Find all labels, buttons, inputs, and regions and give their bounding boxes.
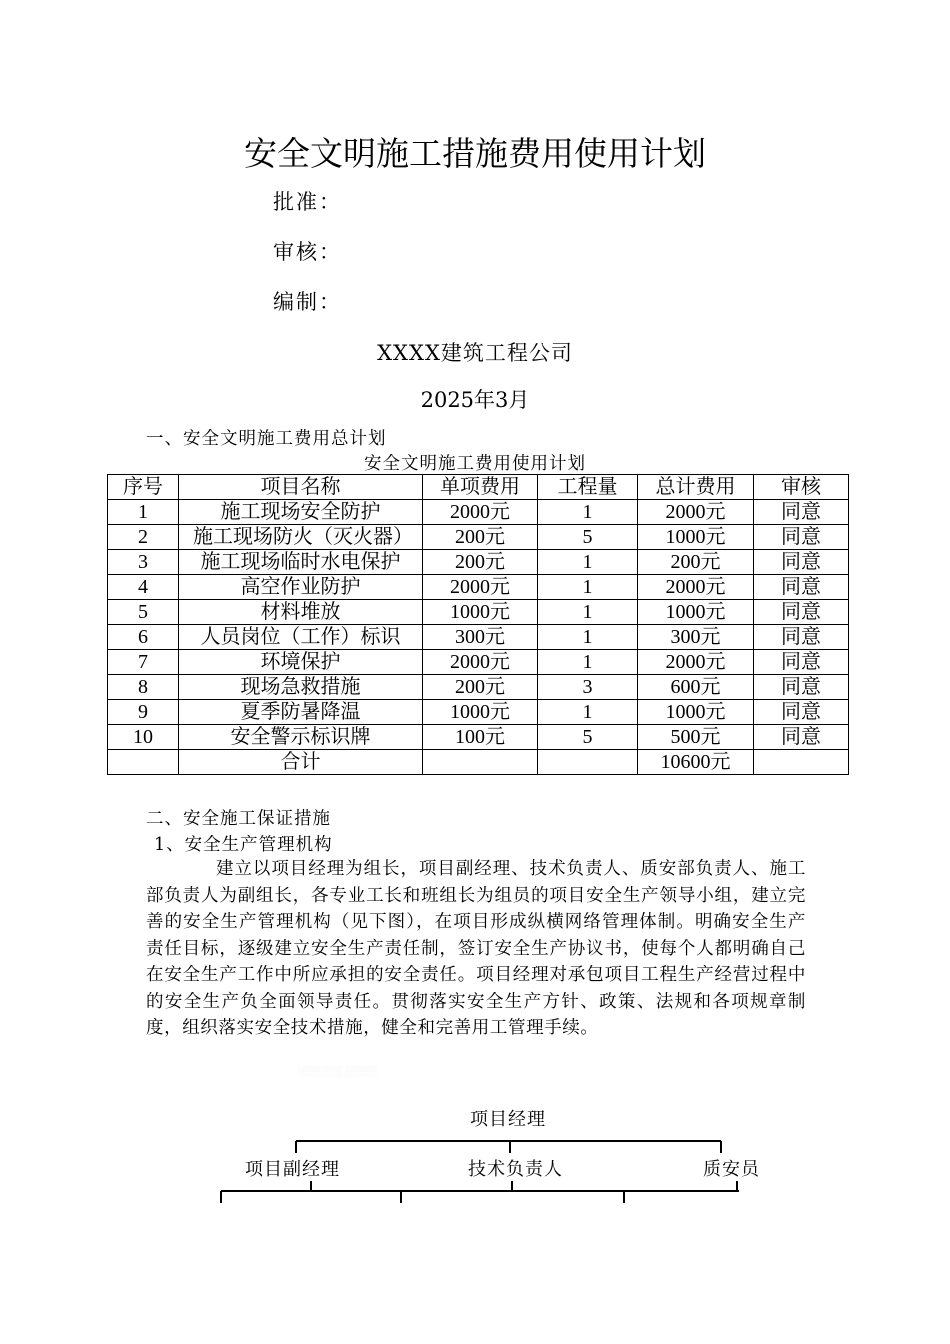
approve-line: 批准：: [273, 190, 342, 214]
cell-total-cost: 200元: [638, 550, 754, 575]
cell-total-cost: 1000元: [638, 600, 754, 625]
cell-quantity: 3: [538, 675, 638, 700]
section-2-paragraph: 建立以项目经理为组长，项目副经理、技术负责人、质安部负责人、施工部负责人为副组长，各专业工长和班组长为组员的项目安全生产领导小组，建立完善的安全生产管理机构（见下图），在项目形成纵横网络管理体制。明确安全生产责任目标，逐级建立安全生产责任制，签订安全生产协议书，使每个人都明确自己在安全生产工作中所应承担的安全责任。项目经理对承包项目工程生产经营过程中的安全生产负全面领导责任。贯彻落实安全生产方针、政策、法规和各项规章制度，组织落实安全技术措施，健全和完善用工管理手续。: [146, 859, 806, 1038]
cell-quantity: 1: [538, 625, 638, 650]
cell-review: 同意: [754, 500, 849, 525]
cell-item: 材料堆放: [179, 600, 423, 625]
col-header-index: 序号: [108, 475, 179, 500]
col-header-total-cost: 总计费用: [638, 475, 754, 500]
cell-review: 同意: [754, 575, 849, 600]
cell-quantity: 5: [538, 725, 638, 750]
cell-unit-cost: 1000元: [423, 700, 538, 725]
cell-index: 1: [108, 500, 179, 525]
faint-watermark: ░░░░░░░ ░░░░░: [298, 1066, 378, 1076]
cell-review: 同意: [754, 675, 849, 700]
cell-quantity: 5: [538, 525, 638, 550]
cell-index: 2: [108, 525, 179, 550]
cell-index: 8: [108, 675, 179, 700]
document-title: 安全文明施工措施费用使用计划: [244, 134, 706, 173]
cell-index: 5: [108, 600, 179, 625]
cell-review: 同意: [754, 600, 849, 625]
cell-index: 3: [108, 550, 179, 575]
cell-item: 高空作业防护: [179, 575, 423, 600]
cell-item: 人员岗位（工作）标识: [179, 625, 423, 650]
cell-quantity: 1: [538, 700, 638, 725]
total-label: 合计: [179, 750, 423, 775]
cell-review: 同意: [754, 625, 849, 650]
cell-review: 同意: [754, 700, 849, 725]
cell-total-cost: 2000元: [638, 575, 754, 600]
cell-item: 安全警示标识牌: [179, 725, 423, 750]
cell-index: 9: [108, 700, 179, 725]
cell-total-cost: 2000元: [638, 650, 754, 675]
cell-unit-cost: 300元: [423, 625, 538, 650]
cell-unit-cost: 2000元: [423, 500, 538, 525]
cell-item: 现场急救措施: [179, 675, 423, 700]
cell-unit-cost: 200元: [423, 525, 538, 550]
cell-total-cost: 300元: [638, 625, 754, 650]
cell-unit-cost: 200元: [423, 675, 538, 700]
review-line: 审核：: [273, 240, 342, 264]
cell-review: 同意: [754, 650, 849, 675]
org-node-deputy-manager: 项目副经理: [245, 1155, 340, 1181]
document-date: 2025年3月: [420, 388, 530, 412]
cell-index: 4: [108, 575, 179, 600]
cell-total-cost: 1000元: [638, 525, 754, 550]
cell-unit-cost: 200元: [423, 550, 538, 575]
col-header-item: 项目名称: [179, 475, 423, 500]
cell-index: 10: [108, 725, 179, 750]
section-1-heading: 一、安全文明施工费用总计划: [146, 429, 387, 449]
cell-item: 施工现场防火（灭火器）: [179, 525, 423, 550]
col-header-quantity: 工程量: [538, 475, 638, 500]
col-header-unit-cost: 单项费用: [423, 475, 538, 500]
org-node-technical-lead: 技术负责人: [468, 1155, 563, 1181]
compile-line: 编制：: [273, 290, 342, 314]
cell-quantity: 1: [538, 650, 638, 675]
cell-item: 夏季防暑降温: [179, 700, 423, 725]
cell-total-cost: 500元: [638, 725, 754, 750]
cell-unit-cost: 2000元: [423, 575, 538, 600]
cell-unit-cost: 2000元: [423, 650, 538, 675]
cell-total-cost: 1000元: [638, 700, 754, 725]
total-value: 10600元: [638, 750, 754, 775]
company-name: XXXX建筑工程公司: [377, 341, 573, 365]
table-caption: 安全文明施工费用使用计划: [364, 454, 586, 474]
cell-quantity: 1: [538, 550, 638, 575]
cell-index: 7: [108, 650, 179, 675]
section-2-subheading: 1、安全生产管理机构: [154, 835, 333, 855]
org-node-quality-safety: 质安员: [703, 1155, 760, 1181]
cell-total-cost: 2000元: [638, 500, 754, 525]
cell-review: 同意: [754, 725, 849, 750]
cell-item: 施工现场临时水电保护: [179, 550, 423, 575]
cell-item: 环境保护: [179, 650, 423, 675]
cell-review: 同意: [754, 550, 849, 575]
cell-total-cost: 600元: [638, 675, 754, 700]
cell-unit-cost: 100元: [423, 725, 538, 750]
col-header-review: 审核: [754, 475, 849, 500]
cell-quantity: 1: [538, 575, 638, 600]
org-root-label: 项目经理: [470, 1109, 546, 1130]
cell-item: 施工现场安全防护: [179, 500, 423, 525]
cell-index: 6: [108, 625, 179, 650]
section-2-heading: 二、安全施工保证措施: [146, 809, 331, 829]
cell-unit-cost: 1000元: [423, 600, 538, 625]
cell-quantity: 1: [538, 500, 638, 525]
cell-review: 同意: [754, 525, 849, 550]
cell-quantity: 1: [538, 600, 638, 625]
